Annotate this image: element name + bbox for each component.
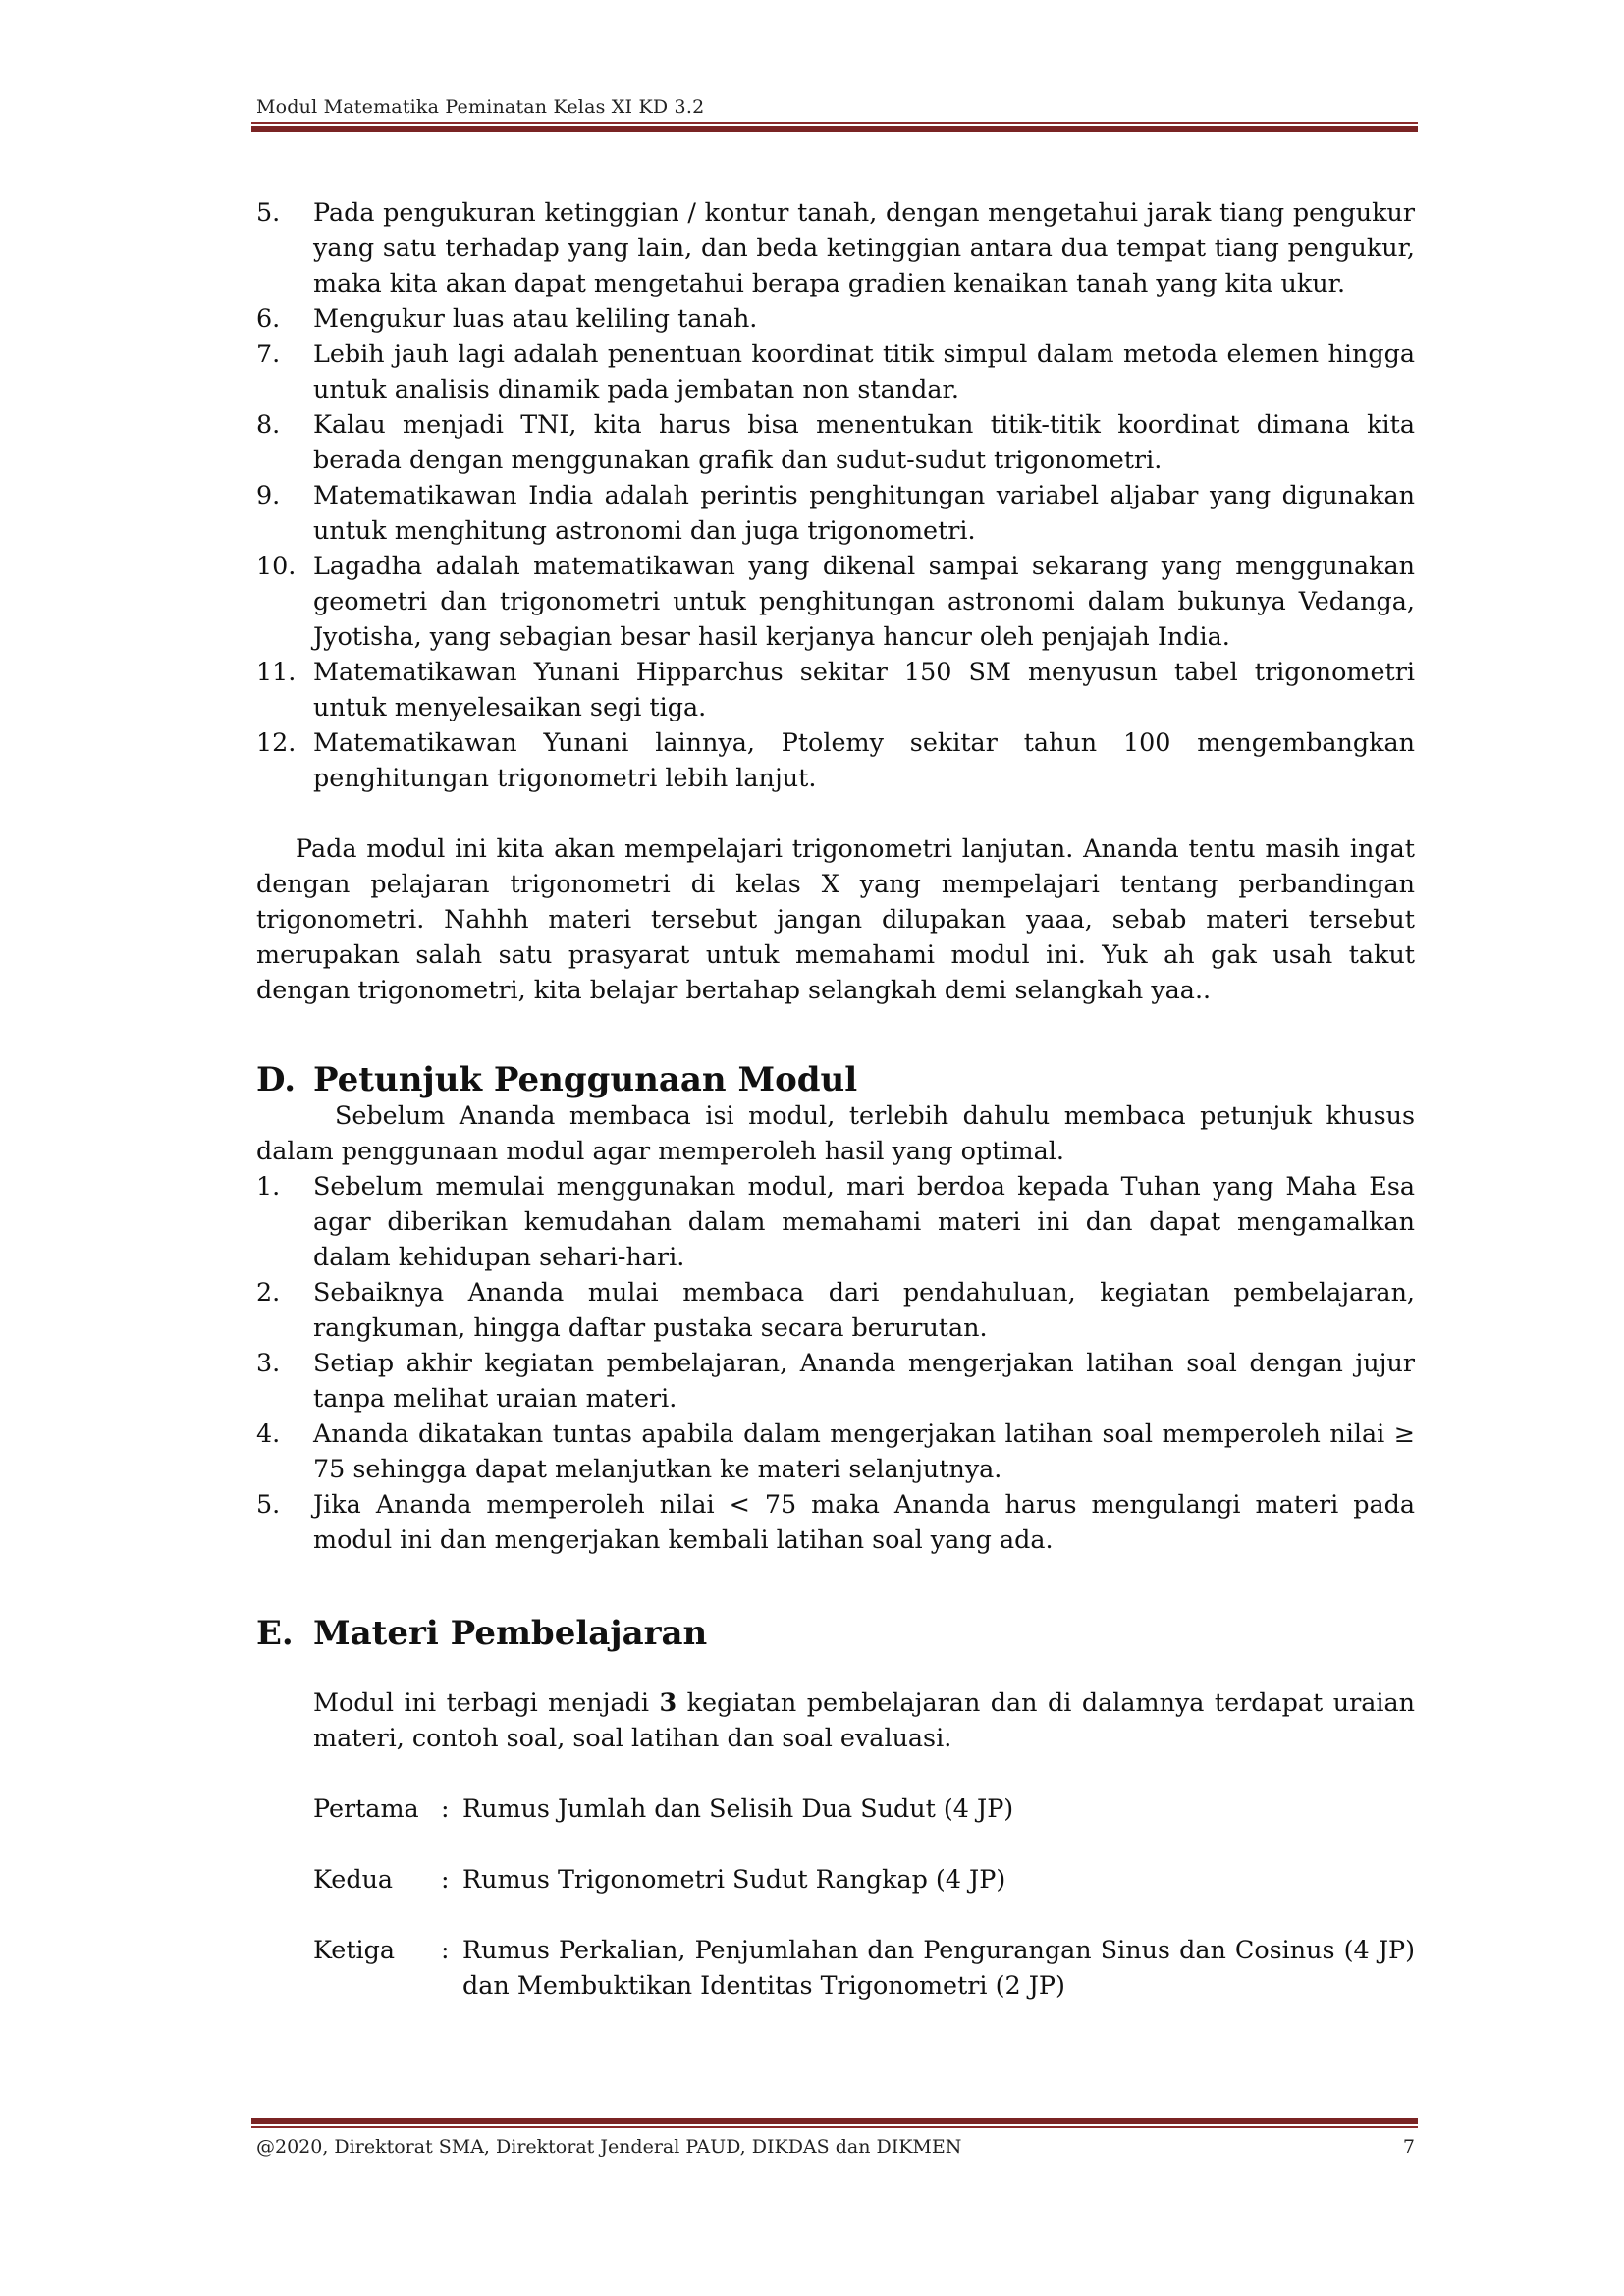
list-item: 9. Matematikawan India adalah perintis penghitungan variabel aljabar yang digunakan untuk menghitung astronomi dan juga trigonometri.: [256, 480, 1415, 545]
footer-rule: [251, 2118, 1418, 2128]
list-item: 5. Jika Ananda memperoleh nilai < 75 maka Ananda harus mengulangi materi pada modul ini dan mengerjakan kembali latihan soal yang ada.: [256, 1489, 1415, 1554]
header-title: Modul Matematika Peminatan Kelas XI KD 3.2: [256, 96, 705, 118]
section-e-intro: Modul ini terbagi menjadi 3 kegiatan pembelajaran dan di dalamnya terdapat uraian materi, contoh soal, soal latihan dan soal evaluasi.: [313, 1687, 1415, 1752]
list-item: 2. Sebaiknya Ananda mulai membaca dari pendahuluan, kegiatan pembelajaran, rangkuman, hingga daftar pustaka secara berurutan.: [256, 1277, 1415, 1342]
materi-row-kedua: Kedua : Rumus Trigonometri Sudut Rangkap (4 JP): [313, 1864, 1006, 1894]
list-item: 7. Lebih jauh lagi adalah penentuan koordinat titik simpul dalam metoda elemen hingga untuk analisis dinamik pada jembatan non standar.: [256, 339, 1415, 403]
list-item: 10. Lagadha adalah matematikawan yang dikenal sampai sekarang yang menggunakan geometri dan trigonometri untuk penghitungan astronomi dalam bukunya Vedanga, Jyotisha, yang sebagian besar hasil kerjanya hancur oleh penjajah India.: [256, 551, 1415, 651]
page-number: 7: [1402, 2136, 1415, 2158]
list-item: 12. Matematikawan Yunani lainnya, Ptolemy sekitar tahun 100 mengembangkan penghitungan trigonometri lebih lanjut.: [256, 727, 1415, 792]
section-d-intro: Sebelum Ananda membaca isi modul, terlebih dahulu membaca petunjuk khusus dalam penggunaan modul agar memperoleh hasil yang optimal.: [256, 1100, 1415, 1165]
materi-row-ketiga: Ketiga : Rumus Perkalian, Penjumlahan dan Pengurangan Sinus dan Cosinus (4 JP) dan Membuktikan Identitas Trigonometri (2 JP): [313, 1935, 1415, 2000]
main-content: [256, 194, 1415, 2002]
list-item: 1. Sebelum memulai menggunakan modul, mari berdoa kepada Tuhan yang Maha Esa agar diberikan kemudahan dalam memahami materi ini dan dapat mengamalkan dalam kehidupan sehari-hari.: [256, 1171, 1415, 1271]
materi-row-pertama: Pertama : Rumus Jumlah dan Selisih Dua Sudut (4 JP): [313, 1793, 1014, 1823]
section-d-heading: D. Petunjuk Penggunaan Modul: [256, 1060, 858, 1099]
list-item: 11. Matematikawan Yunani Hipparchus sekitar 150 SM menyusun tabel trigonometri untuk menyelesaikan segi tiga.: [256, 657, 1415, 721]
section-e-heading: E. Materi Pembelajaran: [256, 1614, 708, 1653]
header-rule: [251, 122, 1418, 132]
footer-copyright: @2020, Direktorat SMA, Direktorat Jenderal PAUD, DIKDAS dan DIKMEN: [256, 2136, 962, 2158]
list-item: 6. Mengukur luas atau keliling tanah.: [256, 303, 758, 333]
list-item: 8. Kalau menjadi TNI, kita harus bisa menentukan titik-titik koordinat dimana kita berada dengan menggunakan grafik dan sudut-sudut trigonometri.: [256, 409, 1415, 474]
intro-paragraph: Pada modul ini kita akan mempelajari trigonometri lanjutan. Ananda tentu masih ingat dengan pelajaran trigonometri di kelas X yang mempelajari tentang perbandingan trigonometri. Nahhh materi tersebut jangan dilupakan yaaa, sebab materi tersebut merupakan salah satu prasyarat untuk memahami modul ini. Yuk ah gak usah takut dengan trigonometri, kita belajar bertahap selangkah demi selangkah yaa..: [256, 833, 1415, 1004]
footer: [256, 2136, 1415, 2158]
list-item: 5. Pada pengukuran ketinggian / kontur tanah, dengan mengetahui jarak tiang pengukur yang satu terhadap yang lain, dan beda ketinggian antara dua tempat tiang pengukur, maka kita akan dapat mengetahui berapa gradien kenaikan tanah yang kita ukur.: [256, 197, 1415, 297]
list-item: 4. Ananda dikatakan tuntas apabila dalam mengerjakan latihan soal memperoleh nilai ≥ 75 sehingga dapat melanjutkan ke materi selanjutnya.: [256, 1418, 1415, 1483]
applications-list: [256, 194, 1415, 795]
instructions-list: [256, 1168, 1415, 1557]
list-item: 3. Setiap akhir kegiatan pembelajaran, Ananda mengerjakan latihan soal dengan jujur tanpa melihat uraian materi.: [256, 1348, 1415, 1413]
